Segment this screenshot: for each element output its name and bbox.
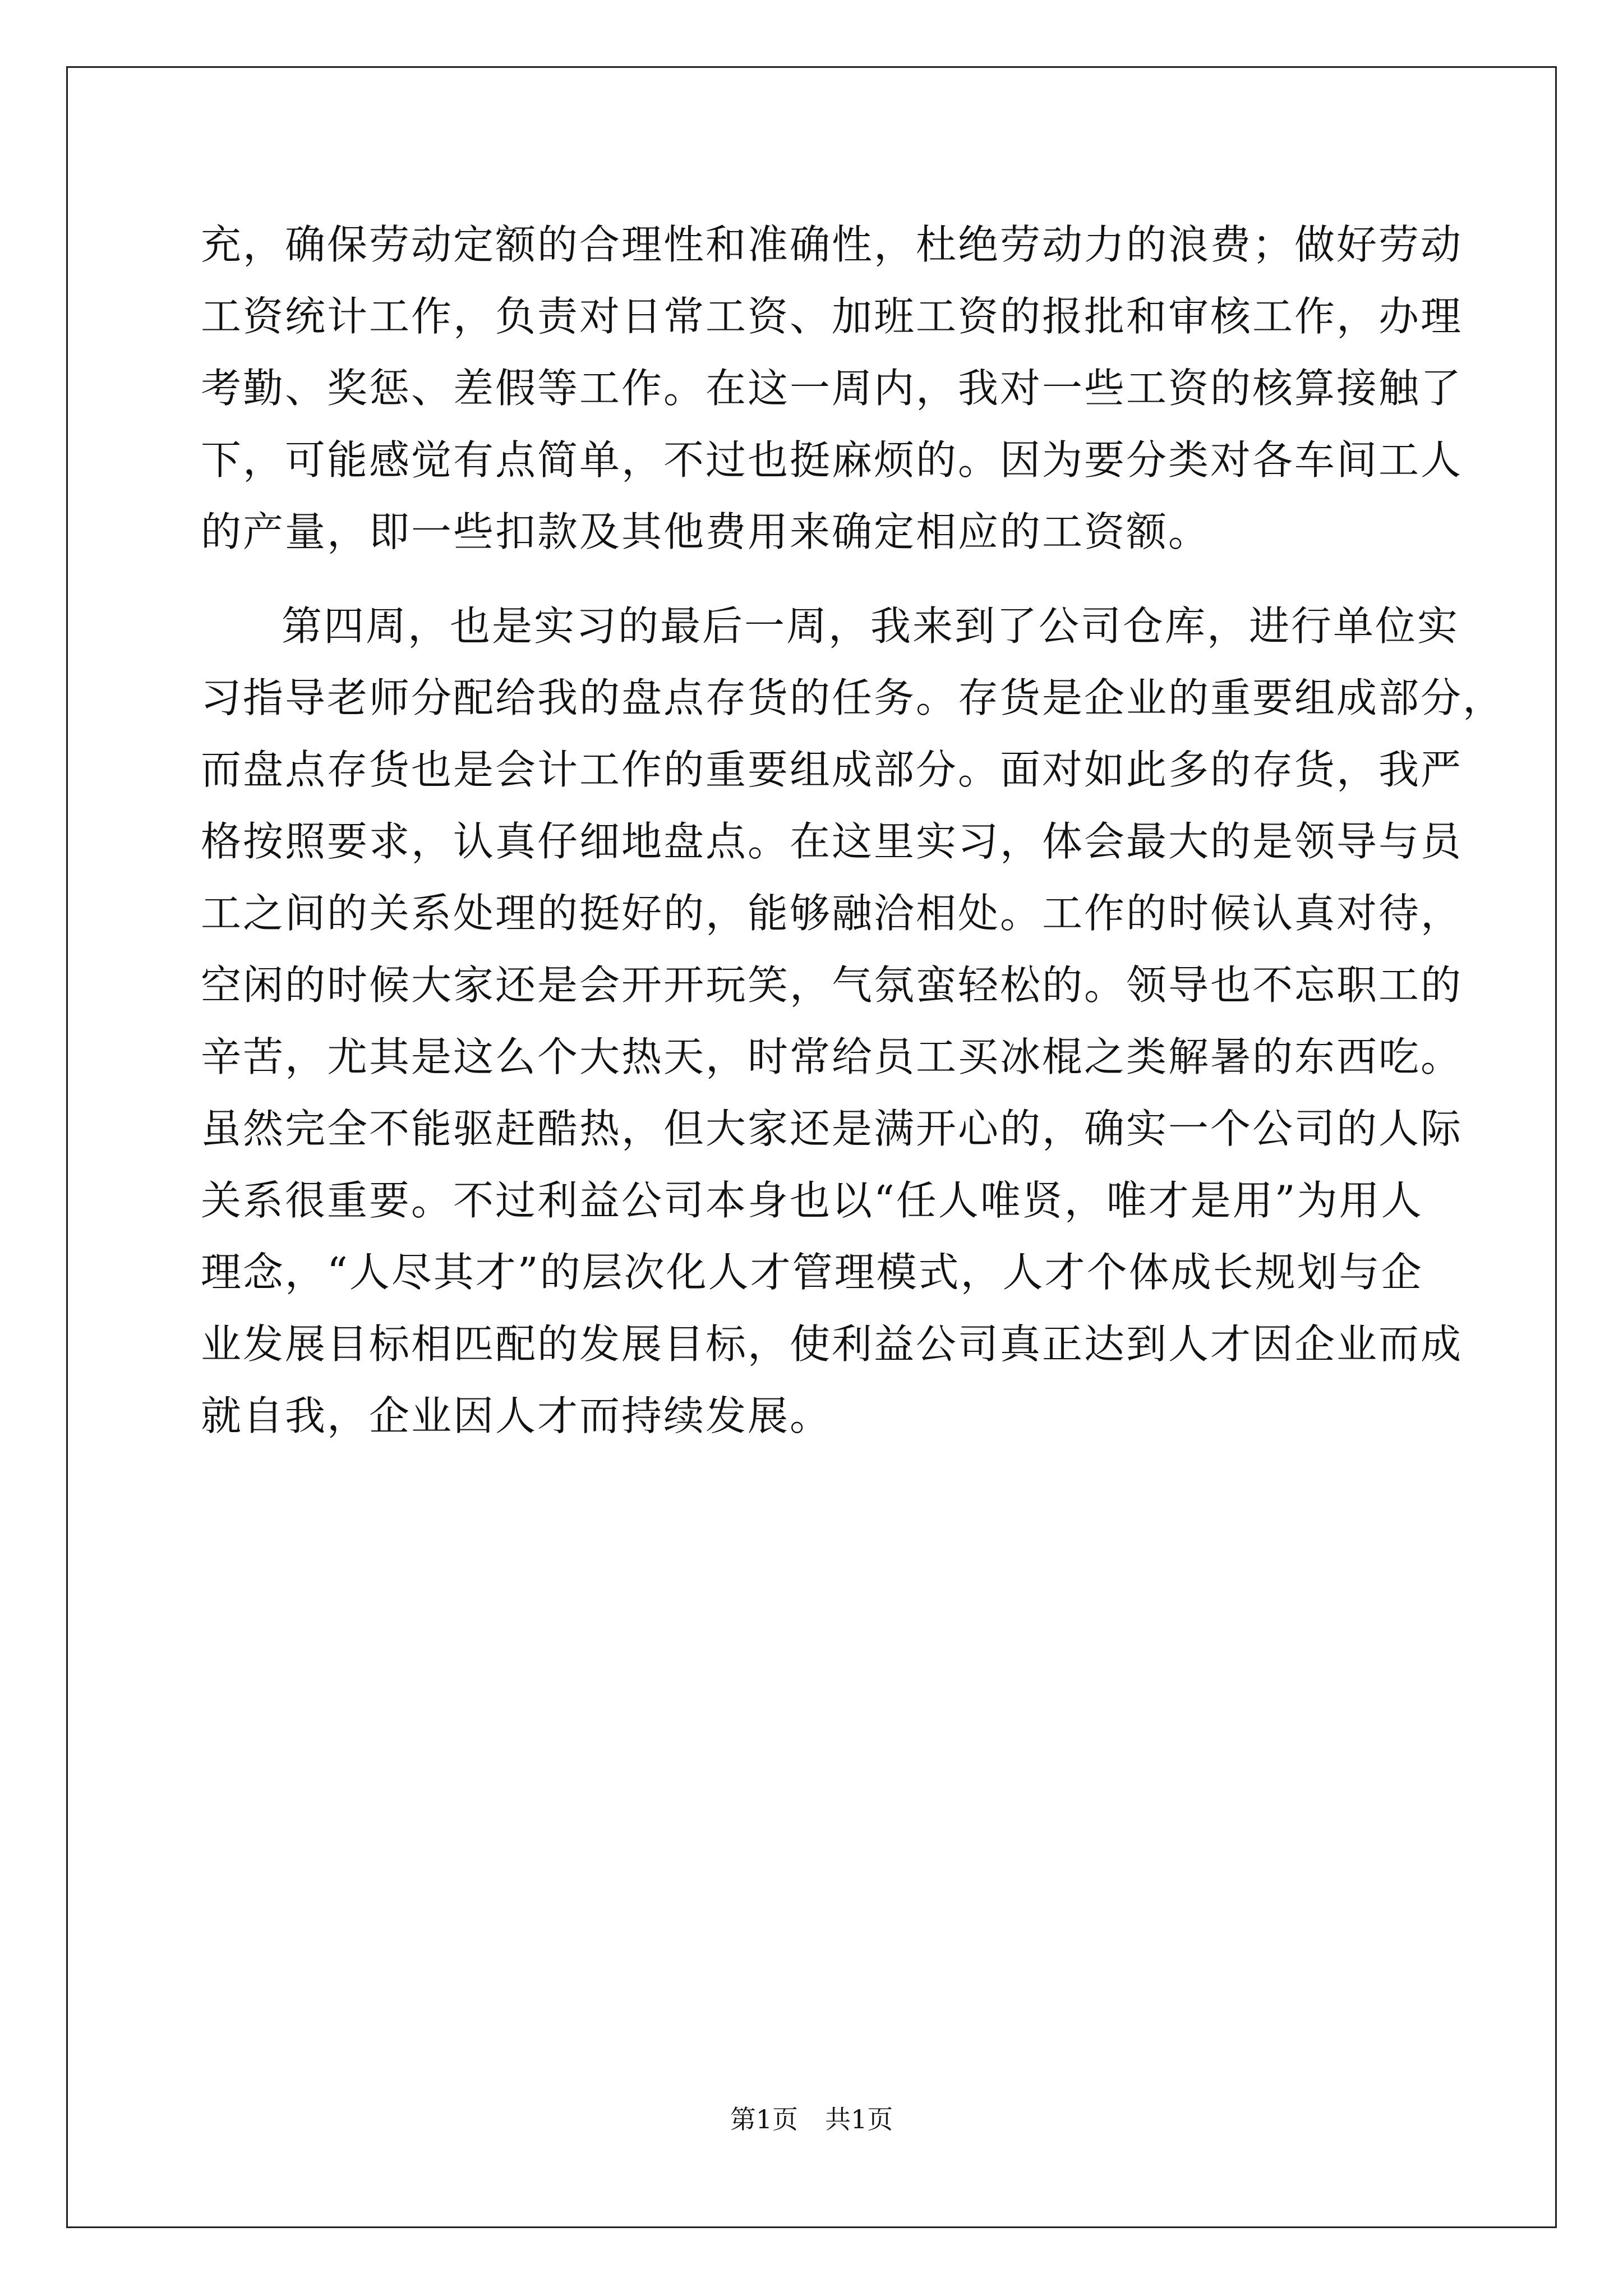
text-line: 关系很重要。不过利益公司本身也以“任人唯贤，唯才是用”为用人: [201, 1177, 1423, 1224]
text-line: 虽然完全不能驱赶酷热，但大家还是满开心的，确实一个公司的人际: [201, 1105, 1463, 1152]
paragraph-1: [201, 209, 1463, 568]
page-footer: [0, 2099, 1623, 2136]
text-line: 的产量，即一些扣款及其他费用来确定相应的工资额。: [201, 508, 1211, 555]
text-line: 空闲的时候大家还是会开开玩笑，气氛蛮轻松的。领导也不忘职工的: [201, 961, 1463, 1009]
text-line: 而盘点存货也是会计工作的重要组成部分。面对如此多的存货，我严: [201, 746, 1463, 793]
text-line: 第四周，也是实习的最后一周，我来到了公司仓库，进行单位实: [282, 602, 1460, 650]
text-line: 考勤、奖惩、差假等工作。在这一周内，我对一些工资的核算接触了: [201, 365, 1463, 412]
text-line: 下，可能感觉有点简单，不过也挺麻烦的。因为要分类对各车间工人: [201, 436, 1463, 484]
text-line: 习指导老师分配给我的盘点存货的任务。存货是企业的重要组成部分，: [201, 674, 1505, 721]
text-line: 工之间的关系处理的挺好的，能够融洽相处。工作的时候认真对待，: [201, 890, 1463, 937]
text-line: 就自我，企业因人才而持续发展。: [201, 1392, 832, 1439]
text-line: 工资统计工作，负责对日常工资、加班工资的报批和审核工作，办理: [201, 293, 1463, 340]
text-line: 格按照要求，认真仔细地盘点。在这里实习，体会最大的是领导与员: [201, 818, 1463, 865]
text-line: 业发展目标相匹配的发展目标，使利益公司真正达到人才因企业而成: [201, 1320, 1463, 1368]
text-line: 辛苦，尤其是这么个大热天，时常给员工买冰棍之类解暑的东西吃。: [201, 1033, 1463, 1080]
page-total: 共1页: [825, 2104, 893, 2134]
paragraph-spacer: [201, 568, 1440, 590]
paragraph-2: [201, 590, 1505, 1452]
page-number: 第1页: [730, 2104, 798, 2134]
document-body: [201, 209, 1505, 1452]
text-line: 理念，“人尽其才”的层次化人才管理模式，人才个体成长规划与企: [201, 1249, 1423, 1296]
text-line: 充，确保劳动定额的合理性和准确性，杜绝劳动力的浪费；做好劳动: [201, 221, 1463, 268]
